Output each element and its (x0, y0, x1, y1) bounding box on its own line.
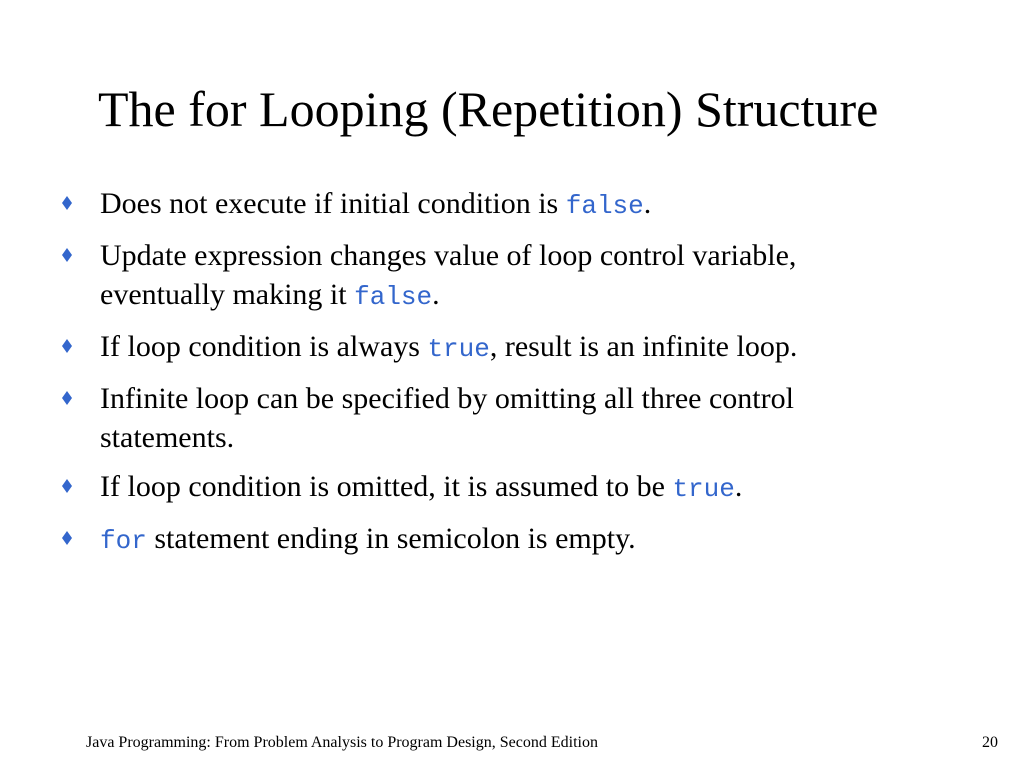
code-keyword: false (565, 191, 644, 221)
bullet-item (0, 379, 880, 457)
bullet-text: Does not execute if initial condition is (100, 187, 566, 220)
code-keyword: for (100, 526, 147, 556)
bullet-text: . (643, 187, 652, 220)
bullet-text: Update expression changes value of loop control variable, eventually making it (100, 239, 797, 311)
diamond-bullet-icon (62, 248, 72, 262)
diamond-bullet-icon (62, 339, 72, 353)
bullet-list (0, 184, 1024, 571)
bullet-item (0, 236, 880, 317)
bullet-text: If loop condition is always (100, 330, 428, 363)
diamond-bullet-icon (62, 479, 72, 493)
bullet-text: Infinite loop can be specified by omitting all three control statements. (100, 382, 794, 454)
bullet-text: If loop condition is omitted, it is assumed to be (100, 470, 673, 503)
code-keyword: true (672, 474, 735, 504)
diamond-bullet-icon (62, 531, 72, 545)
footer-book-title: Java Programming: From Problem Analysis to Program Design, Second Edition (86, 734, 598, 751)
bullet-item (0, 184, 880, 226)
slide-title: The for Looping (Repetition) Structure (98, 81, 879, 137)
code-keyword: false (354, 282, 433, 312)
bullet-text: . (734, 470, 743, 503)
bullet-item (0, 327, 880, 369)
bullet-item (0, 467, 880, 509)
footer-page-number: 20 (982, 734, 998, 751)
diamond-bullet-icon (62, 391, 72, 405)
bullet-item (0, 519, 880, 561)
bullet-text: statement ending in semicolon is empty. (146, 522, 636, 555)
bullet-text: . (432, 278, 440, 311)
bullet-text: , result is an infinite loop. (489, 330, 798, 363)
code-keyword: true (427, 334, 490, 364)
diamond-bullet-icon (62, 196, 72, 210)
